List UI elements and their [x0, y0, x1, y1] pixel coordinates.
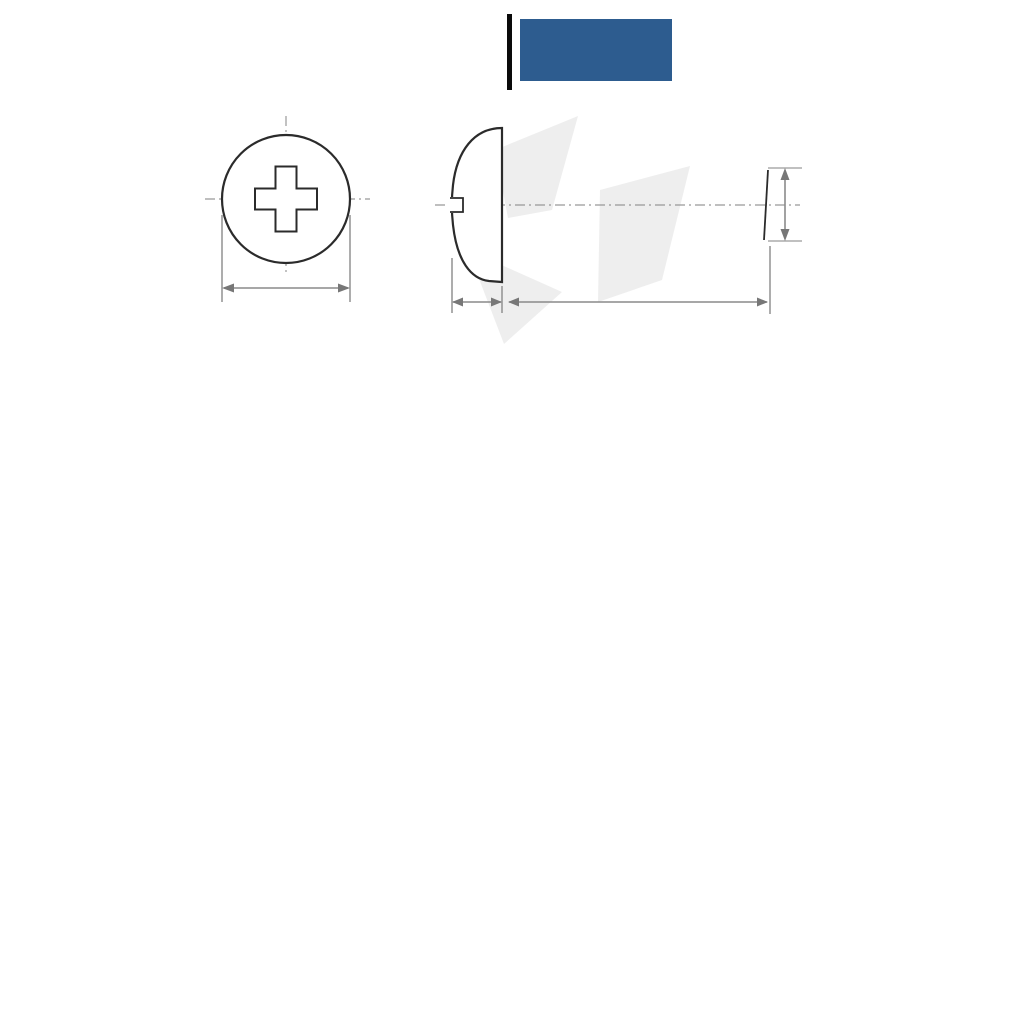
screw-technical-drawing — [0, 0, 1024, 345]
screw-front-view — [205, 116, 370, 302]
